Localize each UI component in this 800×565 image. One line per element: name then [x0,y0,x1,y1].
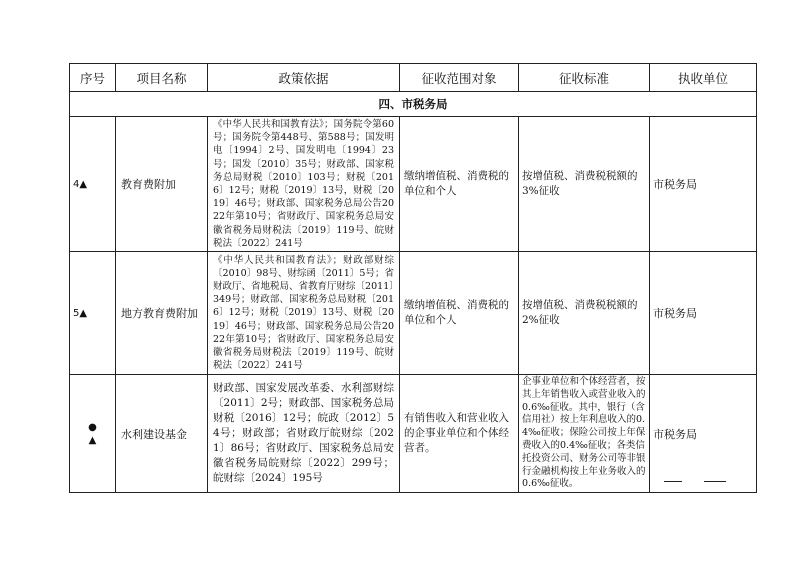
page-mark-left [664,481,682,482]
row-standard: 按增值税、消费税税额的2%征收 [519,252,650,375]
row-scope: 缴纳增值税、消费税的单位和个人 [400,252,519,375]
row-unit: 市税务局 [650,375,757,493]
row-seq: 5▲ [70,252,116,375]
row-unit: 市税务局 [650,117,757,252]
header-row [70,64,757,92]
row-scope: 有销售收入和营业收入的企事业单位和个体经营者。 [400,375,519,493]
seq-symbol-top: ● [88,421,97,433]
seq-symbol-bottom: ▲ [88,434,97,446]
table-row [70,117,757,252]
page-mark-right [704,481,726,482]
header-seq: 序号 [70,64,116,92]
row-name: 地方教育费附加 [116,252,208,375]
row-seq [70,375,116,493]
header-unit: 执收单位 [650,64,757,92]
section-row [70,92,757,117]
row-basis: 《中华人民共和国教育法》；国务院令第60号；国务院令第448号、第588号；国发明电〔1994〕2号、国发明电〔1994〕23号；国发〔2010〕35号；财政部、国家税务总局财税〔2010〕103号；财税〔2016〕12号；财税〔2019〕13号，财税〔2019〕46号；财政部、国家税务总局公告2022年第10号；省财政厅、国家税务总局安徽省税务局财税法〔2019〕119号、皖财税法〔2022〕241号 [208,117,400,252]
section-title: 四、市税务局 [70,92,757,117]
header-standard: 征收标准 [519,64,650,92]
fee-table [69,63,757,493]
row-standard: 按增值税、消费税税额的3%征收 [519,117,650,252]
row-basis: 《中华人民共和国教育法》；财政部财综〔2010〕98号、财综函〔2011〕5号；省财政厅、省地税局、省教育厅财综〔2011〕349号；财政部、国家税务总局财税〔2016〕12号；财税〔2019〕13号、财税〔2019〕46号；财政部、国家税务总局公告2022年第10号；省财政厅、国家税务总局安徽省税务局财税法〔2019〕119号、皖财税法〔2022〕241号 [208,252,400,375]
row-name: 水利建设基金 [116,375,208,493]
row-standard: 企事业单位和个体经营者，按其上年销售收入或营业收入的0.6‰征收。其中，银行（含信用社）按上年利息收入的0.4‰征收；保险公司按上年保费收入的0.4‰征收；各类信托投资公司、财务公司等非银行金融机构按上年业务收入的0.6‰征收。 [519,375,650,493]
row-seq: 4▲ [70,117,116,252]
header-scope: 征收范围对象 [400,64,519,92]
row-unit: 市税务局 [650,252,757,375]
table-row [70,375,757,493]
header-name: 项目名称 [116,64,208,92]
table-row [70,252,757,375]
row-scope: 缴纳增值税、消费税的单位和个人 [400,117,519,252]
row-basis: 财政部、国家发展改革委、水利部财综〔2011〕2号；财政部、国家税务总局财税〔2016〕12号；皖政〔2012〕54号；财政部；省财政厅皖财综〔2021〕86号；省财政厅、国家税务总局安徽省税务局皖财综〔2022〕299号；皖财综〔2024〕195号 [208,375,400,493]
row-name: 教育费附加 [116,117,208,252]
page-number-marks [664,481,726,483]
header-basis: 政策依据 [208,64,400,92]
